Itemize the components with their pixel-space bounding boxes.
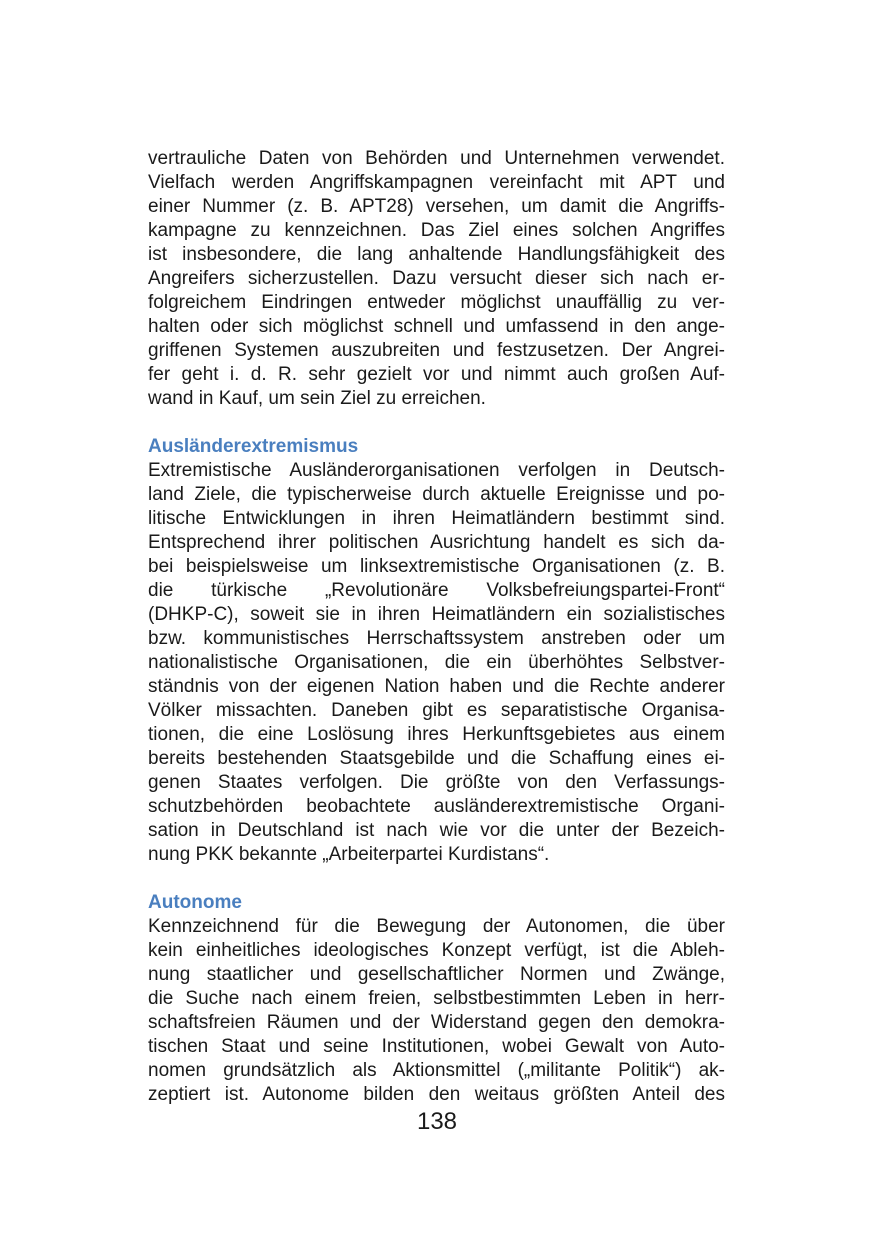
text-line: fer geht i. d. R. sehr gezielt vor und nimmt auch großen Auf- (148, 364, 725, 385)
text-line: nung staatlicher und gesellschaftlicher Normen und Zwänge, (148, 964, 725, 985)
text-line: griffenen Systemen auszubreiten und festzusetzen. Der Angrei- (148, 340, 725, 361)
section-heading: Ausländerextremismus (148, 436, 359, 457)
text-line: einer Nummer (z. B. APT28) versehen, um damit die Angriffs- (148, 196, 725, 217)
text-line: bzw. kommunistisches Herrschaftssystem anstreben oder um (148, 628, 725, 649)
text-line: bei beispielsweise um linksextremistische Organisationen (z. B. (148, 556, 725, 577)
text-line: litische Entwicklungen in ihren Heimatländern bestimmt sind. (148, 508, 725, 529)
text-line: land Ziele, die typischerweise durch aktuelle Ereignisse und po- (148, 484, 725, 505)
text-line: Entsprechend ihrer politischen Ausrichtung handelt es sich da- (148, 532, 725, 553)
text-line: tionen, die eine Loslösung ihres Herkunftsgebietes aus einem (148, 724, 725, 745)
page-number: 138 (416, 1108, 458, 1135)
text-line: nung PKK bekannte „Arbeiterpartei Kurdistans“. (148, 844, 550, 865)
section-autonome (148, 891, 725, 1107)
text-line: wand in Kauf, um sein Ziel zu erreichen. (148, 388, 486, 409)
section-auslaenderextremismus (148, 435, 725, 867)
intro-paragraph (148, 147, 725, 411)
text-line: folgreichem Eindringen entweder möglichst unauffällig zu ver- (148, 292, 725, 313)
text-line: tischen Staat und seine Institutionen, wobei Gewalt von Auto- (148, 1036, 725, 1057)
section-heading: Autonome (148, 892, 242, 913)
text-line: schutzbehörden beobachtete ausländerextremistische Organi- (148, 796, 725, 817)
text-line: Vielfach werden Angriffskampagnen vereinfacht mit APT und (148, 172, 725, 193)
text-line: Extremistische Ausländerorganisationen verfolgen in Deutsch- (148, 460, 725, 481)
text-line: nomen grundsätzlich als Aktionsmittel („militante Politik“) ak- (148, 1060, 725, 1081)
text-line: zeptiert ist. Autonome bilden den weitaus größten Anteil des (148, 1084, 725, 1105)
text-line: bereits bestehenden Staatsgebilde und die Schaffung eines ei- (148, 748, 725, 769)
text-line: die türkische „Revolutionäre Volksbefreiungspartei-Front“ (148, 580, 725, 601)
text-line: vertrauliche Daten von Behörden und Unternehmen verwendet. (148, 148, 725, 169)
text-line: sation in Deutschland ist nach wie vor die unter der Bezeich- (148, 820, 725, 841)
text-line: Kennzeichnend für die Bewegung der Autonomen, die über (148, 916, 725, 937)
paragraph-spacer (148, 867, 725, 891)
text-line: die Suche nach einem freien, selbstbestimmten Leben in herr- (148, 988, 725, 1009)
page-content (148, 147, 725, 1107)
text-line: ist insbesondere, die lang anhaltende Handlungsfähigkeit des (148, 244, 725, 265)
text-line: schaftsfreien Räumen und der Widerstand gegen den demokra- (148, 1012, 725, 1033)
text-line: Völker missachten. Daneben gibt es separatistische Organisa- (148, 700, 725, 721)
text-line: kampagne zu kennzeichnen. Das Ziel eines solchen Angriffes (148, 220, 725, 241)
text-line: kein einheitliches ideologisches Konzept verfügt, ist die Ableh- (148, 940, 725, 961)
text-line: (DHKP-C), soweit sie in ihren Heimatländern ein sozialistisches (148, 604, 725, 625)
text-line: ständnis von der eigenen Nation haben und die Rechte anderer (148, 676, 725, 697)
text-line: genen Staates verfolgen. Die größte von den Verfassungs- (148, 772, 725, 793)
text-line: Angreifers sicherzustellen. Dazu versucht dieser sich nach er- (148, 268, 725, 289)
text-line: nationalistische Organisationen, die ein überhöhtes Selbstver- (148, 652, 725, 673)
paragraph-spacer (148, 411, 725, 435)
text-line: halten oder sich möglichst schnell und umfassend in den ange- (148, 316, 725, 337)
